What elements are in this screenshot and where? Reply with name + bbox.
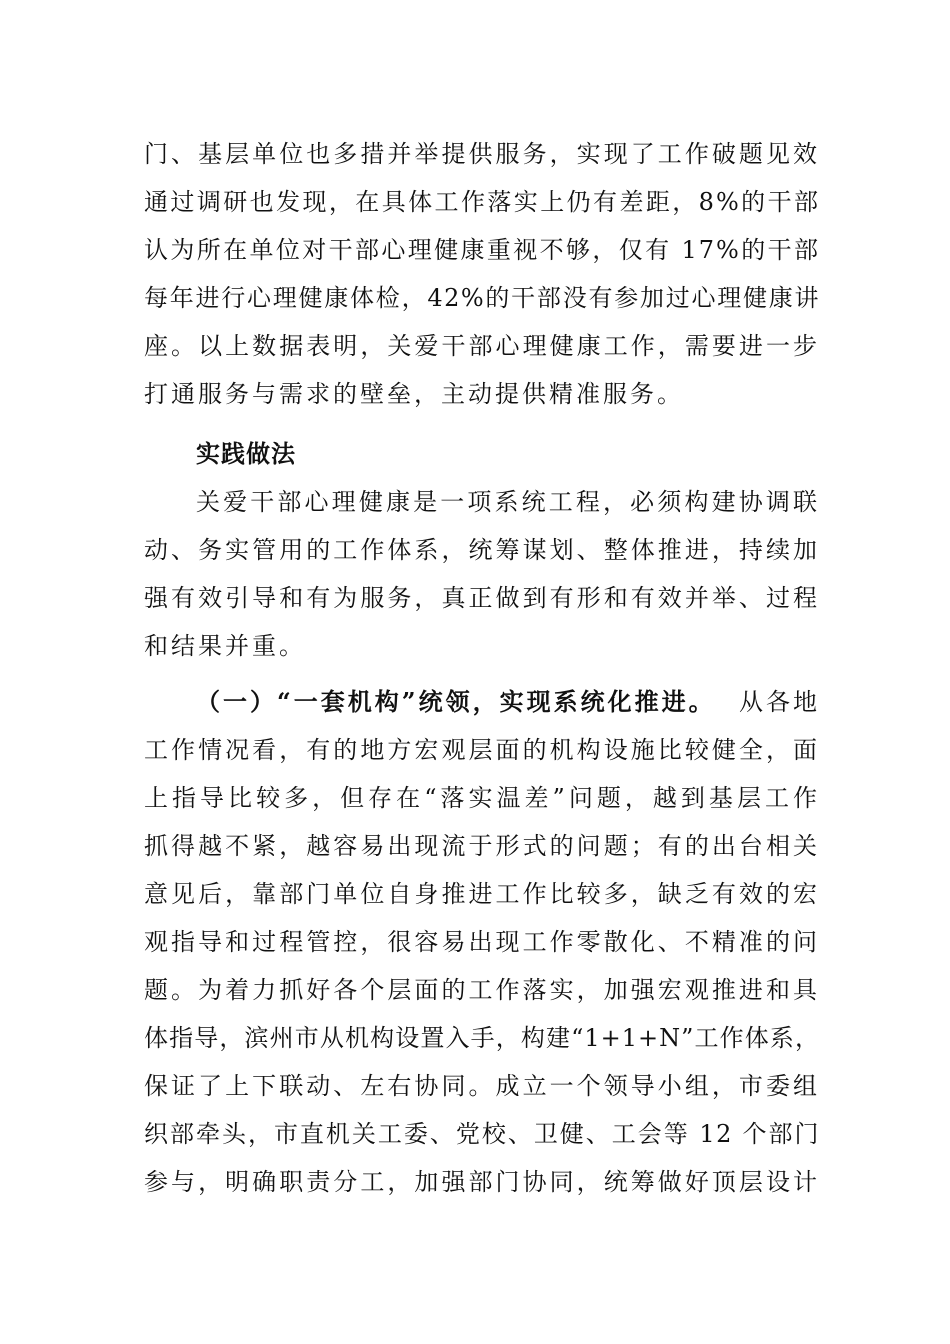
text-line: 通过调研也发现，在具体工作落实上仍有差距，8%的干部 (144, 188, 820, 216)
text-line: 观指导和过程管控，很容易出现工作零散化、不精准的问 (144, 928, 820, 956)
text-line: 体指导，滨州市从机构设置入手，构建“1+1+N”工作体系， (144, 1024, 820, 1052)
text-line: 上指导比较多，但存在“落实温差”问题，越到基层工作 (144, 784, 820, 812)
text-line: 题。为着力抓好各个层面的工作落实，加强宏观推进和具 (144, 976, 820, 1004)
text-line-with-subheading (144, 678, 820, 726)
text-line: 保证了上下联动、左右协同。成立一个领导小组，市委组 (144, 1072, 820, 1100)
text-line: 织部牵头，市直机关工委、党校、卫健、工会等 12 个部门 (144, 1120, 820, 1148)
text-line: 意见后，靠部门单位自身推进工作比较多，缺乏有效的宏 (144, 880, 820, 908)
text-line: 工作情况看，有的地方宏观层面的机构设施比较健全，面 (144, 736, 820, 764)
text-line: 和结果并重。 (144, 632, 306, 660)
paragraph-one-set-of-institutions (144, 678, 820, 1206)
section-heading: 实践做法 (196, 440, 296, 468)
text-line: 强有效引导和有为服务，真正做到有形和有效并举、过程 (144, 584, 820, 612)
text-line: 参与，明确职责分工，加强部门协同，统筹做好顶层设计 (144, 1168, 820, 1196)
text-line: 抓得越不紧，越容易出现流于形式的问题；有的出台相关 (144, 832, 820, 860)
paragraph-practice-intro (144, 478, 820, 670)
text-line: 关爱干部心理健康是一项系统工程，必须构建协调联 (196, 488, 820, 516)
text-line: 座。以上数据表明，关爱干部心理健康工作，需要进一步 (144, 332, 820, 360)
text-line-continuation: 从各地 (739, 688, 820, 716)
section-heading-block (144, 430, 820, 478)
text-line: 认为所在单位对干部心理健康重视不够，仅有 17%的干部 (144, 236, 820, 264)
text-line: 门、基层单位也多措并举提供服务，实现了工作破题见效 (144, 140, 820, 168)
text-line: 动、务实管用的工作体系，统筹谋划、整体推进，持续加 (144, 536, 820, 564)
text-line: 每年进行心理健康体检，42%的干部没有参加过心理健康讲 (144, 284, 820, 312)
subsection-heading: （一）“一套机构”统领，实现系统化推进。 (196, 687, 716, 716)
paragraph-survey-findings (144, 130, 820, 418)
text-line: 打通服务与需求的壁垒，主动提供精准服务。 (144, 380, 684, 408)
